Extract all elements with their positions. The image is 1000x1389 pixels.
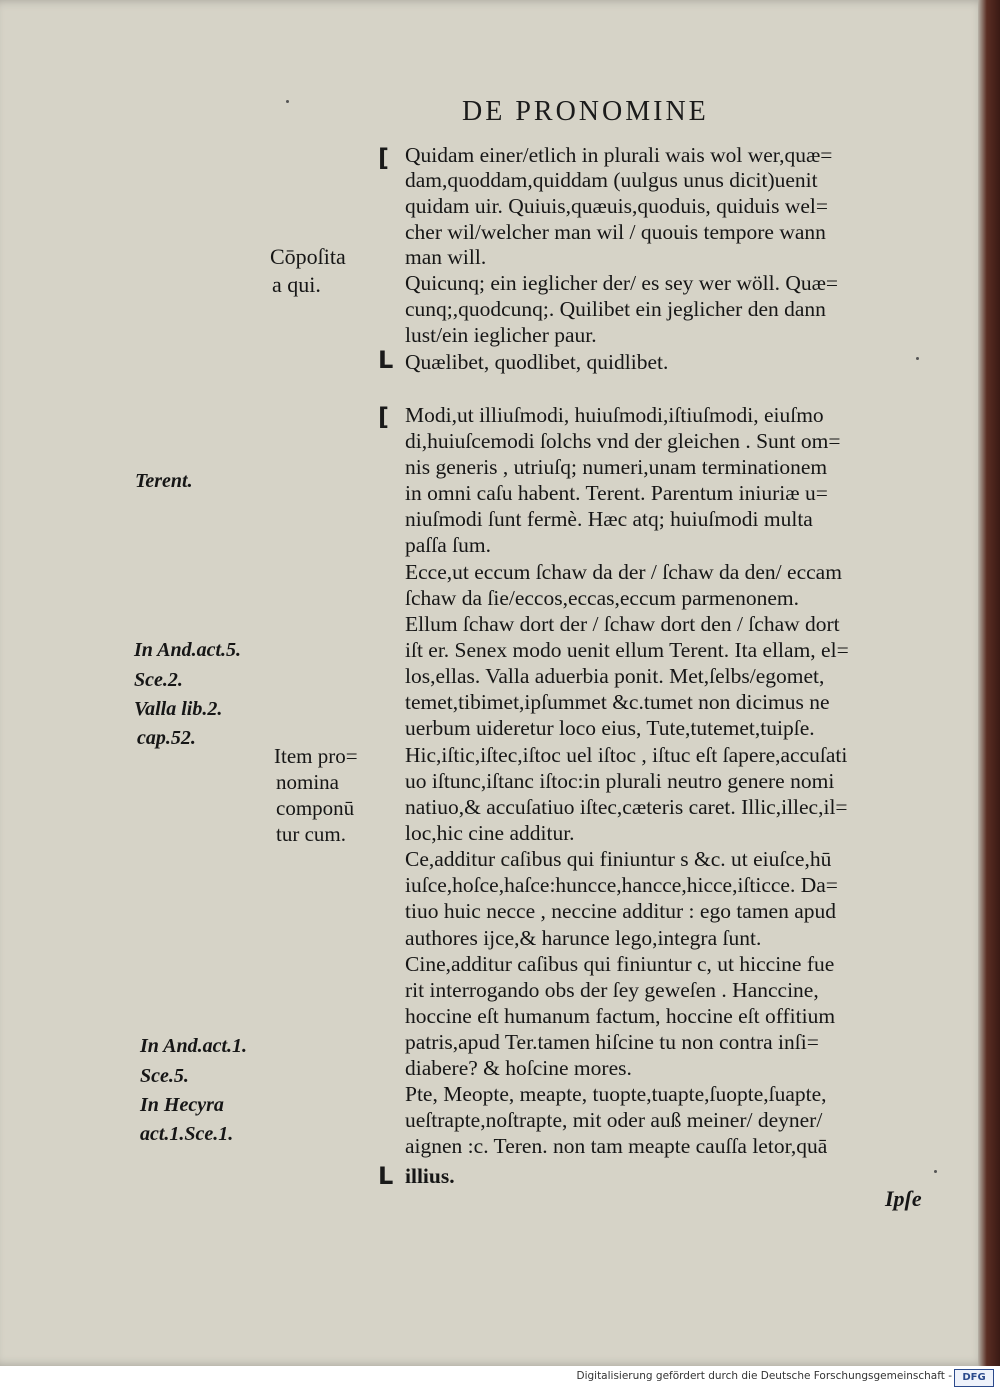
catchword: Ipſe	[885, 1186, 922, 1211]
margin-reference: act.1.Sce.1.	[140, 1123, 234, 1145]
composita-line: cunq;,quodcunq;. Quilibet ein jeglicher den dann	[405, 297, 826, 321]
margin-reference: In And.act.1.	[140, 1035, 248, 1057]
body-line: tiuo huic necce , neccine additur : ego tamen apud	[405, 899, 837, 923]
body-line: los,ellas. Valla aduerbia ponit. Met,ſelbs/egomet,	[405, 664, 825, 688]
body-line: authores ĳce,& harunce lego,integra ſunt.	[405, 926, 762, 950]
margin-reference: Terent.	[135, 470, 193, 492]
body-line: Ce,additur caſibus qui finiuntur s &c. ut eiuſce,hū	[405, 847, 832, 871]
body-line: iuſce,hoſce,haſce:huncce,hancce,hicce,iſticce. Da=	[405, 873, 838, 897]
body-line: uo iſtunc,iſtanc iſtoc:in plurali neutro genere nomi	[405, 769, 835, 793]
body-line: niuſmodi ſunt fermè. Hæc atq; huiuſmodi multa	[405, 507, 813, 531]
body-line: in omni caſu habent. Terent. Parentum iniuriæ u=	[405, 481, 828, 505]
running-head: DE PRONOMINE	[462, 96, 709, 127]
dfg-logo-icon: DFG	[954, 1369, 994, 1387]
ink-fleck	[934, 1170, 937, 1173]
open-bracket-main: [	[378, 403, 389, 431]
body-line: ſchaw da ſie/eccos,eccas,eccum parmenonem.	[405, 586, 799, 610]
body-line: uerbum uideretur loco eius, Tute,tutemet,tuipſe.	[405, 716, 815, 740]
margin-reference: cap.52.	[137, 727, 196, 749]
inner-margin-note: componū	[276, 796, 355, 820]
composita-line: quidam uir. Quiuis,quæuis,quoduis, quiduis wel=	[405, 194, 829, 218]
margin-reference: In And.act.5.	[134, 639, 242, 661]
inner-margin-note: tur cum.	[276, 822, 346, 846]
body-line: Pte, Meopte, meapte, tuopte,tuapte,ſuopte,ſuapte,	[405, 1082, 827, 1106]
composita-line: Quicunq; ein ieglicher der/ es sey wer wöll. Quæ=	[405, 271, 839, 295]
body-line: loc,hic cine additur.	[405, 821, 575, 845]
composita-label-2: a qui.	[272, 272, 321, 297]
margin-reference: Sce.5.	[140, 1065, 189, 1087]
close-bracket-main: L	[378, 1162, 394, 1190]
body-line: nis generis , utriuſq; numeri,unam terminationem	[405, 455, 828, 479]
body-line: hoccine eſt humanum factum, hoccine eſt offitium	[405, 1004, 836, 1028]
composita-line: cher wil/welcher man wil / quouis tempore wann	[405, 220, 826, 244]
composita-line: lust/ein ieglicher paur.	[405, 323, 597, 347]
composita-label: Cōpoſita	[270, 244, 346, 269]
composita-line: dam,quoddam,quiddam (uulgus unus dicit)uenit	[405, 168, 818, 192]
body-line: patris,apud Ter.tamen hiſcine tu non contra inſi=	[405, 1030, 819, 1054]
ink-fleck	[916, 357, 919, 360]
body-line: di,huiuſcemodi ſolchs vnd der gleichen . Sunt om=	[405, 429, 841, 453]
footer-credit: Digitalisierung gefördert durch die Deutsche Forschungsgemeinschaft -	[576, 1370, 952, 1382]
close-bracket-top: L	[378, 346, 394, 374]
body-line: paſſa ſum.	[405, 533, 491, 557]
body-line: aignen :c. Teren. non tam meapte cauſſa letor,quā	[405, 1134, 828, 1158]
margin-reference: Sce.2.	[134, 669, 183, 691]
composita-line: Quælibet, quodlibet, quidlibet.	[405, 350, 669, 374]
body-line: temet,tibimet,ipſummet &c.tumet non dicimus ne	[405, 690, 830, 714]
inner-margin-note: nomina	[276, 770, 339, 794]
inner-margin-note: Item pro=	[274, 744, 358, 768]
digitization-footer	[0, 1366, 1000, 1389]
open-bracket-top: [	[378, 144, 389, 172]
composita-line: man will.	[405, 245, 487, 269]
body-line: Ecce,ut eccum ſchaw da der / ſchaw da den/ eccam	[405, 560, 842, 584]
body-line: Cine,additur caſibus qui finiuntur c, ut hiccine fue	[405, 952, 835, 976]
margin-reference: Valla lib.2.	[134, 698, 223, 720]
body-line: Ellum ſchaw dort der / ſchaw dort den / ſchaw dort	[405, 612, 840, 636]
body-line: diabere? & hoſcine mores.	[405, 1056, 632, 1080]
body-line: ueſtrapte,noſtrapte, mit oder auß meiner/ deyner/	[405, 1108, 823, 1132]
body-line: iſt er. Senex modo uenit ellum Terent. Ita ellam, el=	[405, 638, 849, 662]
body-line: Hic,iſtic,iſtec,iſtoc uel iſtoc , iſtuc eſt ſapere,accuſati	[405, 743, 848, 767]
margin-reference: In Hecyra	[140, 1094, 224, 1116]
composita-line: Quidam einer/etlich in plurali wais wol wer,quæ=	[405, 143, 833, 167]
book-spine-edge	[978, 0, 1000, 1366]
body-line: illius.	[405, 1164, 455, 1188]
body-line: Modi,ut illiuſmodi, huiuſmodi,iſtiuſmodi, eiuſmo	[405, 403, 824, 427]
ink-fleck	[286, 100, 289, 103]
body-line: natiuo,& accuſatiuo iſtec,cæteris caret. Illic,illec,il=	[405, 795, 848, 819]
body-line: rit interrogando obs der ſey geweſen . Hanccine,	[405, 978, 819, 1002]
